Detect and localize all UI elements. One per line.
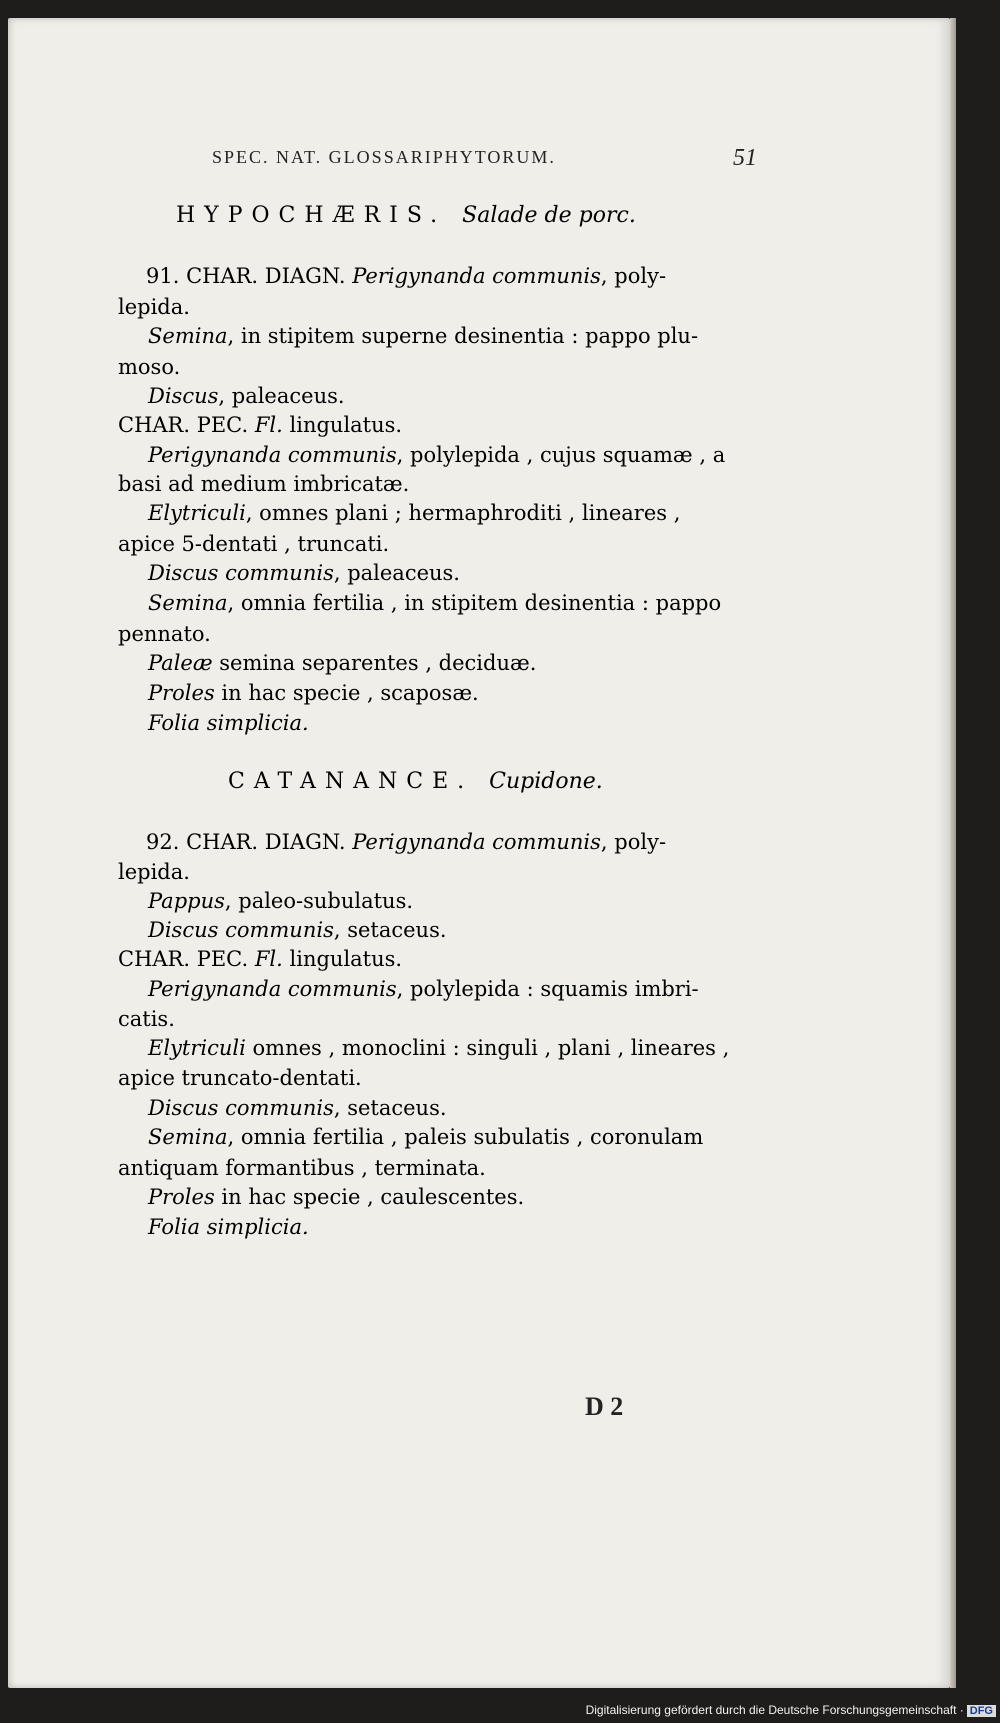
sp91-line: 91. CHAR. DIAGN. Perigynanda communis, poly- (146, 264, 667, 288)
sp91-line: Semina, omnia fertilia , in stipitem desinentia : pappo (148, 591, 722, 615)
digitization-credit (586, 1703, 996, 1717)
sp91-line: Discus, paleaceus. (148, 384, 345, 408)
genus-vernacular: Cupidone. (489, 769, 603, 794)
genus-heading-catanance (228, 771, 603, 793)
sp91-line: apice 5-dentati , truncati. (118, 532, 390, 556)
header-title: SPEC. NAT. GLOSSARIPHYTORUM. (212, 147, 556, 167)
sp91-line: moso. (118, 355, 181, 379)
sp92-line: catis. (118, 1007, 175, 1031)
sp91-line: lepida. (118, 295, 190, 319)
dfg-logo: DFG (967, 1705, 996, 1717)
sp92-line: Semina, omnia fertilia , paleis subulatis , coronulam (148, 1125, 704, 1149)
sp91-line: Proles in hac specie , scaposæ. (148, 681, 479, 705)
credit-text: Digitalisierung gefördert durch die Deutsche Forschungsgemeinschaft · (585, 1703, 964, 1717)
sp92-line: Discus communis, setaceus. (148, 1096, 447, 1120)
sp92-line: Folia simplicia. (148, 1215, 309, 1239)
page-edge (950, 18, 956, 1688)
sp92-line: Proles in hac specie , caulescentes. (148, 1185, 525, 1209)
sp91-line: Elytriculi, omnes plani ; hermaphroditi , lineares , (148, 501, 681, 525)
sp91-line: pennato. (118, 622, 211, 646)
sp91-line: Folia simplicia. (148, 711, 309, 735)
signature-mark: D 2 (585, 1392, 624, 1421)
sp91-line: basi ad medium imbricatæ. (118, 472, 410, 496)
page-number: 51 (733, 145, 757, 171)
sp91-line: Paleæ semina separentes , deciduæ. (148, 651, 537, 675)
sp92-line: apice truncato-dentati. (118, 1066, 362, 1090)
sp91-line: Semina, in stipitem superne desinentia : pappo plu- (148, 324, 699, 348)
sp92-line: Elytriculi omnes , monoclini : singuli , plani , lineares , (148, 1036, 730, 1060)
sp92-line: Perigynanda communis, polylepida : squamis imbri- (148, 977, 699, 1001)
sp92-line: lepida. (118, 860, 190, 884)
sp92-line: Pappus, paleo-subulatus. (148, 889, 414, 913)
genus-vernacular: Salade de porc. (462, 203, 636, 228)
sp92-line: Discus communis, setaceus. (148, 918, 447, 942)
sp91-line: Perigynanda communis, polylepida , cujus squamæ , a (148, 443, 726, 467)
genus-heading-hypochaeris (176, 205, 636, 227)
genus-name: HYPOCHÆRIS. (176, 203, 447, 228)
genus-name: CATANANCE. (228, 769, 474, 794)
sp92-line: 92. CHAR. DIAGN. Perigynanda communis, poly- (146, 830, 667, 854)
sp92-line: antiquam formantibus , terminata. (118, 1156, 486, 1180)
sp91-line: Discus communis, paleaceus. (148, 561, 460, 585)
running-header (212, 147, 757, 177)
sp92-line: CHAR. PEC. Fl. lingulatus. (118, 947, 403, 971)
sp91-line: CHAR. PEC. Fl. lingulatus. (118, 413, 403, 437)
